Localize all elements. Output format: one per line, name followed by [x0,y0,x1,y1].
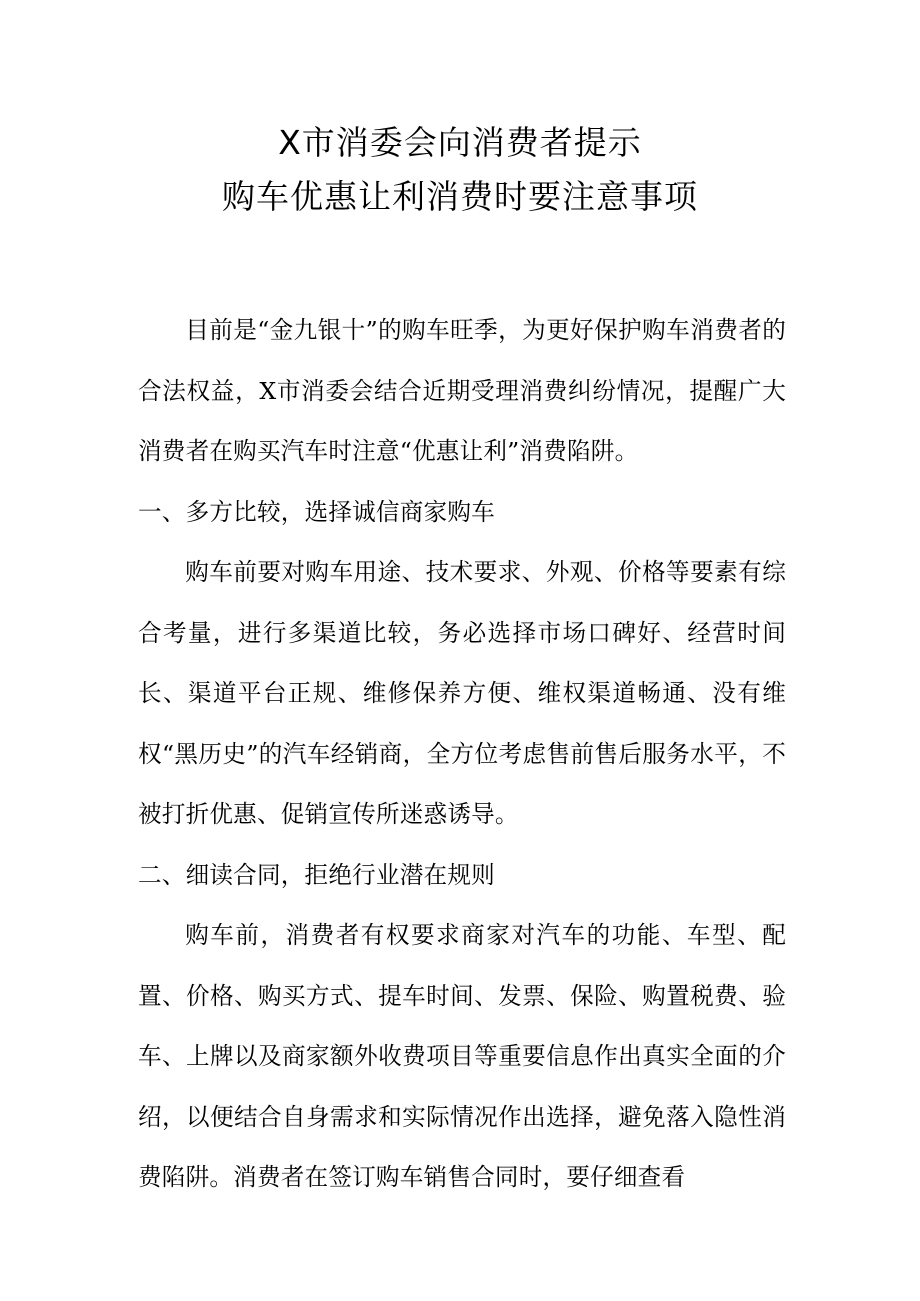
title-line-2: 购车优惠让利消费时要注意事项 [222,177,698,216]
document-title [0,116,920,224]
intro-paragraph: 目前是“金九银十”的购车旺季，为更好保护购车消费者的合法权益，X市消委会结合近期受理消费纠纷情况，提醒广大消费者在购买汽车时注意“优惠让利”消费陷阱。 [138,316,786,465]
section-2-paragraph: 购车前，消费者有权要求商家对汽车的功能、车型、配置、价格、购买方式、提车时间、发票、保险、购置税费、验车、上牌以及商家额外收费项目等重要信息作出真实全面的介绍，以便结合自身需求和实际情况作出选择，避免落入隐性消费陷阱。消费者在签订购车销售合同时，要仔细查看 [138,921,786,1191]
section-1-heading: 一、多方比较，选择诚信商家购车 [138,497,495,526]
section-1-paragraph: 购车前要对购车用途、技术要求、外观、价格等要素有综合考量，进行多渠道比较，务必选择市场口碑好、经营时间长、渠道平台正规、维修保养方便、维权渠道畅通、没有维权“黑历史”的汽车经销商，全方位考虑售前售后服务水平，不被打折优惠、促销宣传所迷惑诱导。 [138,558,786,828]
document-body [138,300,786,1208]
section-2-heading: 二、细读合同，拒绝行业潜在规则 [138,860,495,889]
title-line-1: X市消委会向消费者提示 [278,123,642,162]
